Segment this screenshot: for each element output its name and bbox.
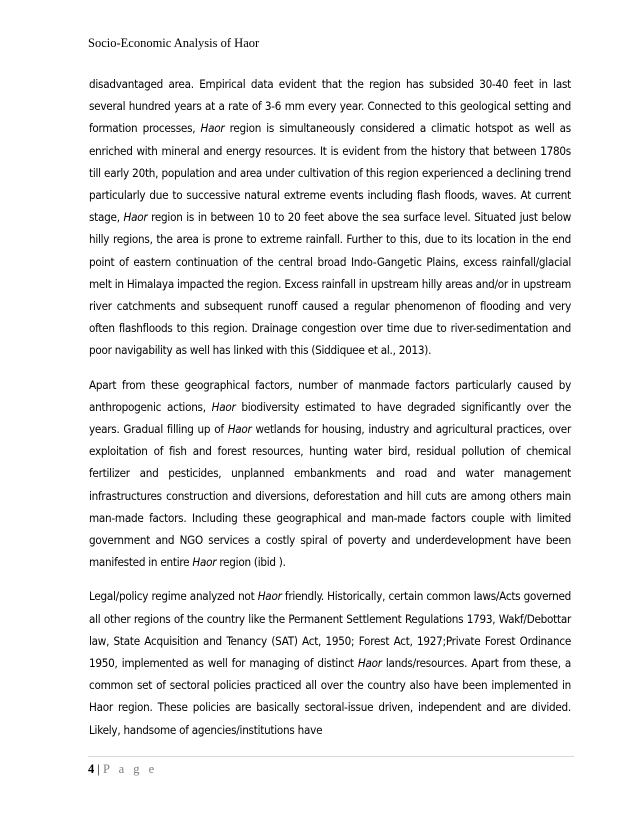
- text-run: Legal/policy regime analyzed not: [89, 589, 258, 604]
- body-text: [89, 73, 571, 753]
- text-run: wetlands for housing, industry and agricultural practices, over exploitation of fish and forest resources, hunting water bird, residual pollution of chemical fertilizer and pesticides, unplanned embankments and road and water management infrastructures construction and diversions, deforestation and hill cuts are among others main man-made factors. Including these geographical and man-made factors couple with limited government and NGO services a costly spiral of poverty and underdevelopment have been manifested in entire: [89, 422, 572, 570]
- page-footer: [88, 762, 157, 777]
- text-run: biodiversity estimated to have degraded significantly over the years. Gradual filling up of: [89, 399, 571, 437]
- text-run: region (ibid ).: [216, 555, 286, 570]
- footer-divider: [88, 756, 574, 757]
- italic-term: Haor: [227, 422, 252, 437]
- paragraph: [89, 374, 571, 574]
- text-run: Apart from these geographical factors, number of manmade factors particularly caused by anthropogenic actions,: [89, 377, 571, 414]
- footer-separator: |: [94, 762, 104, 776]
- paragraph: [89, 73, 571, 362]
- text-run: disadvantaged area. Empirical data evident that the region has subsided 30-40 feet in last several hundred years at a rate of 3-6 mm every year. Connected to this geological setting and formation processes,: [89, 77, 571, 136]
- text-run: region is simultaneously considered a climatic hotspot as well as enriched with mineral and energy resources. It is evident from the history that between 1780s till early 20th, population and area under cultivation of this region experienced a declining trend particularly due to successive natural extreme events including flash floods, waves. At current stage,: [89, 121, 571, 225]
- italic-term: Haor: [192, 555, 217, 570]
- paragraph: [89, 585, 571, 740]
- italic-term: Haor: [123, 210, 148, 225]
- text-run: region is in between 10 to 20 feet above the sea surface level. Situated just below hilly regions, the area is prone to extreme rainfall. Further to this, due to its location in the end point of eastern continuation of the central broad Indo-Gangetic Plains, excess rainfall/glacial melt in Himalaya impacted the region. Excess rainfall in upstream hilly areas and/or in upstream river catchments and subsequent runoff caused a regular phenomenon of flooding and very often flashfloods to this region. Drainage congestion over time due to river-sedimentation and poor navigability as well has linked with this (Siddiquee et al., 2013).: [89, 210, 571, 358]
- running-header: Socio-Economic Analysis of Haor: [88, 36, 260, 50]
- italic-term: Haor: [200, 121, 225, 136]
- italic-term: Haor: [257, 589, 282, 604]
- page-label: P a g e: [103, 762, 158, 776]
- text-run: friendly. Historically, certain common laws/Acts governed all other regions of the country like the Permanent Settlement Regulations 1793, Wakf/Debottar law, State Acquisition and Tenancy (SAT) Act, 1950; Forest Act, 1927;Private Forest Ordinance 1950, implemented as well for managing of distinct: [89, 589, 571, 671]
- text-run: lands/resources. Apart from these, a common set of sectoral policies practiced all over the country also have been implemented in Haor region. These policies are basically sectoral-issue driven, independent and are divided. Likely, handsome of agencies/institutions have: [89, 656, 571, 737]
- italic-term: Haor: [357, 656, 382, 671]
- page-number: 4: [88, 762, 95, 776]
- italic-term: Haor: [211, 399, 236, 414]
